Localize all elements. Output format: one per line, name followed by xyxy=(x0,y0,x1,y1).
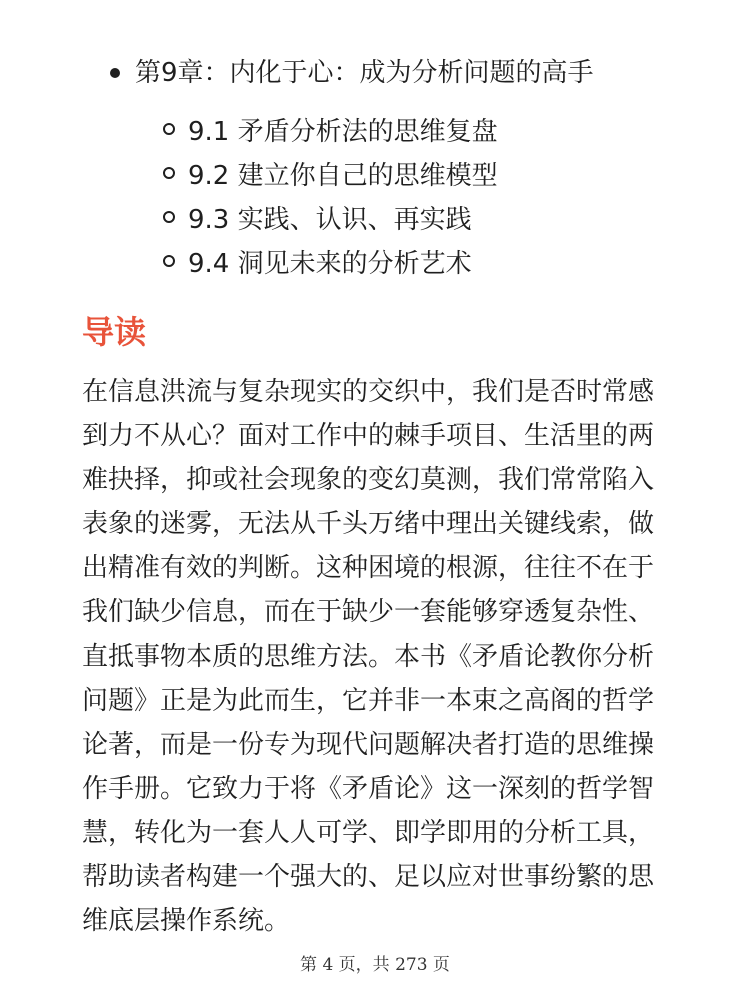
chapter-title: 第9章：内化于心：成为分析问题的高手 xyxy=(135,58,594,88)
section-item xyxy=(163,239,498,283)
section-label: 9.1 矛盾分析法的思维复盘 xyxy=(188,116,498,147)
bullet-dot-icon xyxy=(110,68,120,78)
section-list xyxy=(163,107,498,283)
intro-heading: 导读 xyxy=(82,313,147,351)
page-number-footer: 第 4 页，共 273 页 xyxy=(300,955,450,975)
bullet-circle-icon xyxy=(163,211,175,223)
bullet-circle-icon xyxy=(163,167,175,179)
section-label: 9.3 实践、认识、再实践 xyxy=(188,204,472,235)
section-label: 9.2 建立你自己的思维模型 xyxy=(188,160,498,191)
section-item xyxy=(163,151,498,195)
section-item xyxy=(163,107,498,151)
section-label: 9.4 洞见未来的分析艺术 xyxy=(188,248,472,279)
bullet-circle-icon xyxy=(163,255,175,267)
section-item xyxy=(163,195,498,239)
intro-paragraph: 在信息洪流与复杂现实的交织中，我们是否时常感到力不从心？面对工作中的棘手项目、生活里的两难抉择，抑或社会现象的变幻莫测，我们常常陷入表象的迷雾，无法从千头万绪中理出关键线索，做出精准有效的判断。这种困境的根源，往往不在于我们缺少信息，而在于缺少一套能够穿透复杂性、直抵事物本质的思维方法。本书《矛盾论教你分析问题》正是为此而生，它并非一本束之高阁的哲学论著，而是一份专为现代问题解决者打造的思维操作手册。它致力于将《矛盾论》这一深刻的哲学智慧，转化为一套人人可学、即学即用的分析工具，帮助读者构建一个强大的、足以应对世事纷繁的思维底层操作系统。 xyxy=(82,377,655,937)
bullet-circle-icon xyxy=(163,123,175,135)
chapter-list-item xyxy=(110,53,594,93)
